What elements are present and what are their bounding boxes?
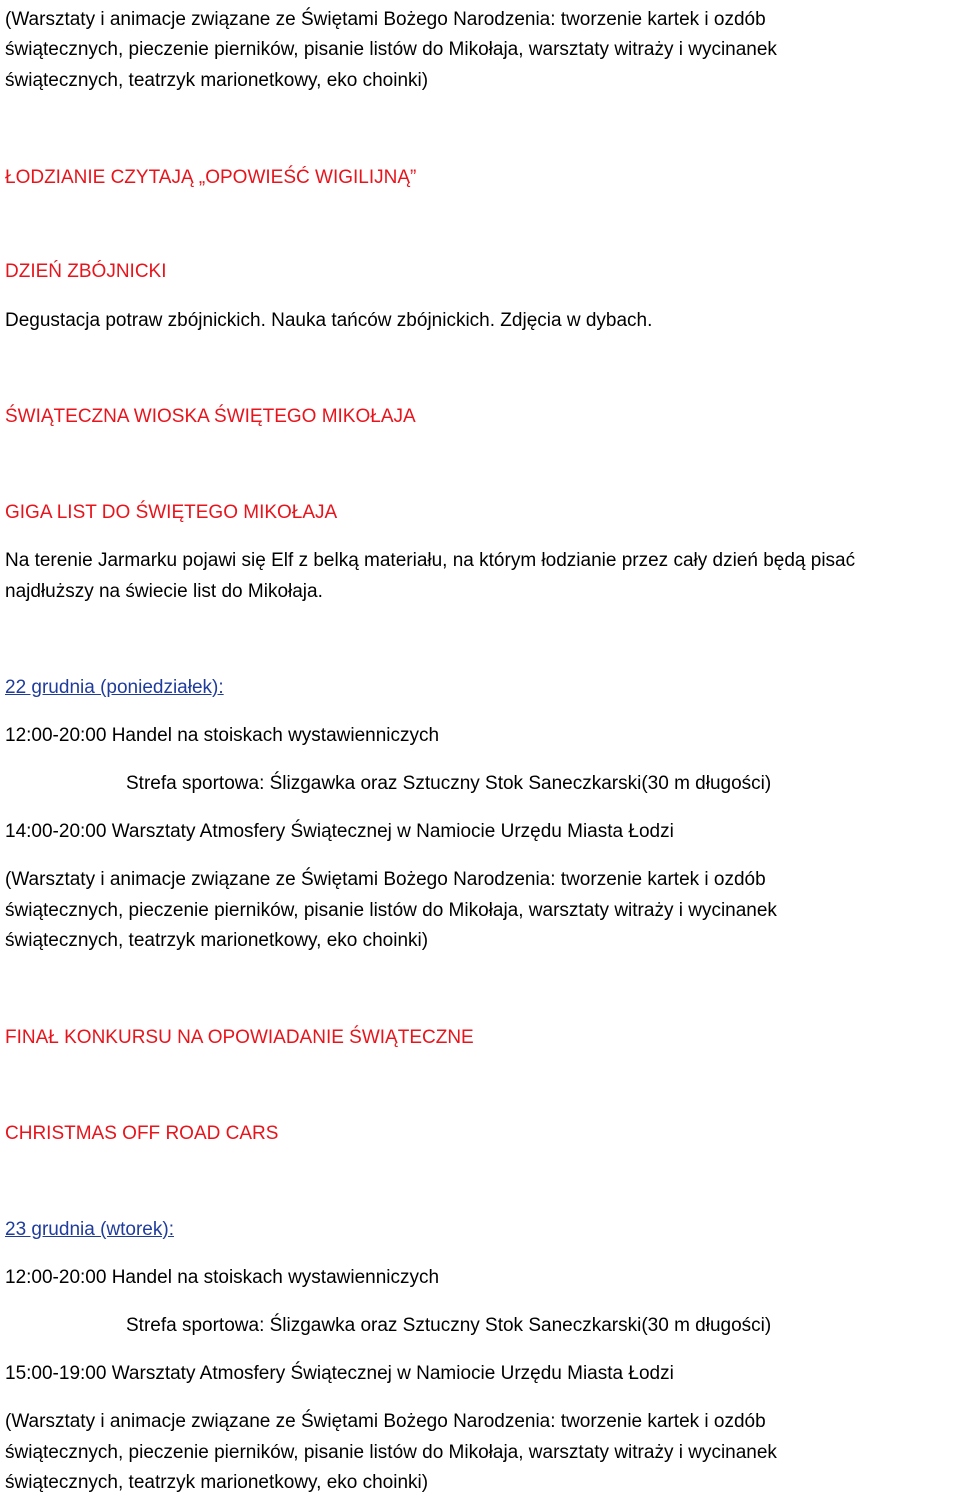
day22-strefa-sportowa: Strefa sportowa: Ślizgawka oraz Sztuczny Stok Saneczkarski(30 m długości) (126, 773, 772, 794)
date-22-grudnia: 22 grudnia (poniedziałek): (5, 677, 224, 698)
heading-lodzianie-czytaja: ŁODZIANIE CZYTAJĄ „OPOWIEŚĆ WIGILIJNĄ” (5, 167, 417, 188)
text-dzien-zbojnicki: Degustacja potraw zbójnickich. Nauka tańców zbójnickich. Zdjęcia w dybach. (5, 310, 653, 331)
heading-swiateczna-wioska: ŚWIĄTECZNA WIOSKA ŚWIĘTEGO MIKOŁAJA (5, 406, 416, 427)
day22-note-line-3: świątecznych, teatrzyk marionetkowy, eko choinki) (5, 930, 429, 951)
workshop-note-line-3: świątecznych, teatrzyk marionetkowy, eko choinki) (5, 70, 429, 91)
day23-strefa-sportowa: Strefa sportowa: Ślizgawka oraz Sztuczny Stok Saneczkarski(30 m długości) (126, 1315, 772, 1336)
day23-handel: 12:00-20:00 Handel na stoiskach wystawienniczych (5, 1267, 440, 1288)
giga-list-text-line-1: Na terenie Jarmarku pojawi się Elf z belką materiału, na którym łodzianie przez cały dzień będą pisać (5, 550, 856, 571)
day23-note-line-3: świątecznych, teatrzyk marionetkowy, eko choinki) (5, 1472, 429, 1493)
heading-giga-list: GIGA LIST DO ŚWIĘTEGO MIKOŁAJA (5, 502, 338, 523)
day23-warsztaty: 15:00-19:00 Warsztaty Atmosfery Świątecznej w Namiocie Urzędu Miasta Łodzi (5, 1363, 674, 1384)
date-23-grudnia: 23 grudnia (wtorek): (5, 1219, 174, 1240)
day23-note-line-2: świątecznych, pieczenie pierników, pisanie listów do Mikołaja, warsztaty witraży i wycinanek (5, 1442, 777, 1463)
heading-dzien-zbojnicki: DZIEŃ ZBÓJNICKI (5, 261, 167, 282)
day22-note-line-2: świątecznych, pieczenie pierników, pisanie listów do Mikołaja, warsztaty witraży i wycinanek (5, 900, 777, 921)
heading-christmas-off-road-cars: CHRISTMAS OFF ROAD CARS (5, 1123, 279, 1144)
workshop-note-line-2: świątecznych, pieczenie pierników, pisanie listów do Mikołaja, warsztaty witraży i wycinanek (5, 39, 777, 60)
day22-handel: 12:00-20:00 Handel na stoiskach wystawienniczych (5, 725, 440, 746)
heading-final-konkursu: FINAŁ KONKURSU NA OPOWIADANIE ŚWIĄTECZNE (5, 1027, 474, 1048)
day22-note-line-1: (Warsztaty i animacje związane ze Świętami Bożego Narodzenia: tworzenie kartek i ozdób (5, 869, 766, 890)
day23-note-line-1: (Warsztaty i animacje związane ze Świętami Bożego Narodzenia: tworzenie kartek i ozdób (5, 1411, 766, 1432)
workshop-note-line-1: (Warsztaty i animacje związane ze Świętami Bożego Narodzenia: tworzenie kartek i ozdób (5, 9, 766, 30)
day22-warsztaty: 14:00-20:00 Warsztaty Atmosfery Świątecznej w Namiocie Urzędu Miasta Łodzi (5, 821, 674, 842)
giga-list-text-line-2: najdłuższy na świecie list do Mikołaja. (5, 581, 323, 602)
